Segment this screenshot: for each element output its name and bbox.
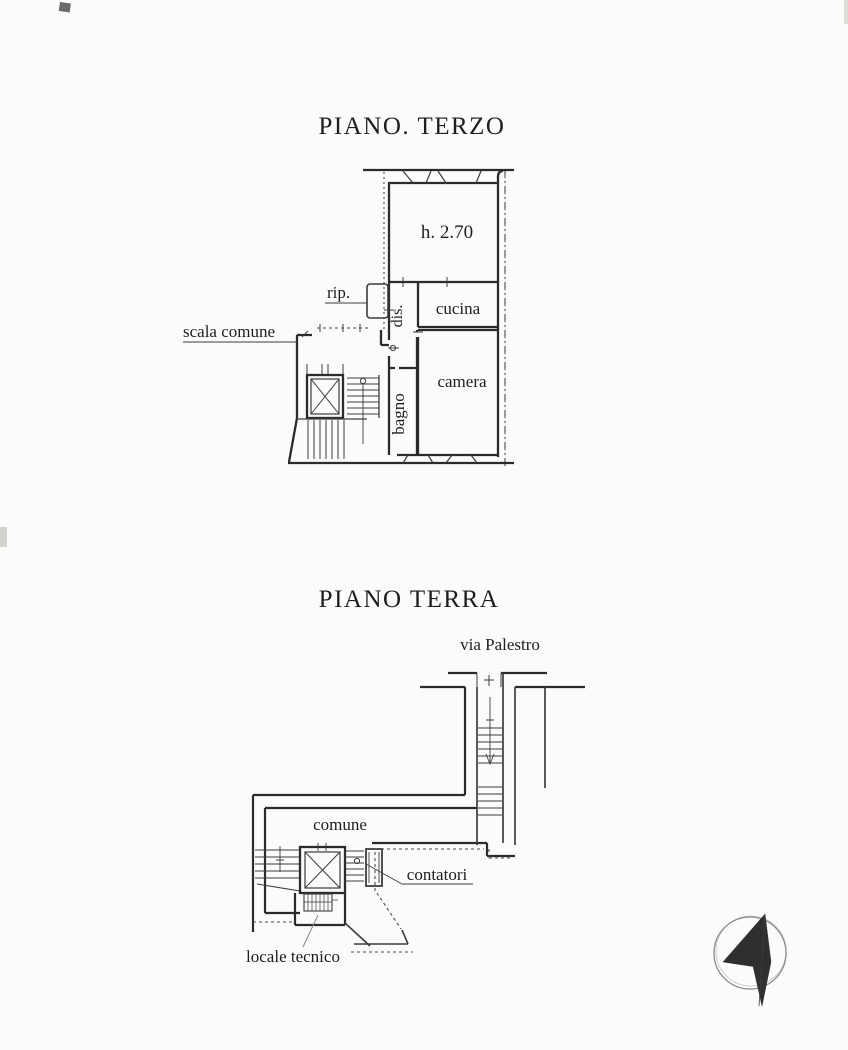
elevator-terzo bbox=[307, 364, 343, 418]
room-label-dis: dis. bbox=[389, 304, 406, 328]
elevator-terra bbox=[300, 843, 345, 893]
entrance-stairs bbox=[478, 697, 502, 815]
locale-tecnico-callout bbox=[246, 915, 340, 966]
stairs-right-terra bbox=[345, 851, 364, 881]
room-label-contatori: contatori bbox=[406, 865, 468, 884]
scala-comune-callout bbox=[183, 322, 297, 342]
room-label-bagno: bagno bbox=[389, 393, 408, 435]
room-label-rip: rip. bbox=[327, 283, 351, 302]
property-boundary-lines bbox=[317, 170, 505, 466]
room-label-cucina: cucina bbox=[435, 299, 481, 318]
third-floor-plan bbox=[183, 113, 514, 466]
title-piano-terzo: PIANO. TERZO bbox=[318, 113, 506, 140]
room-label-comune: comune bbox=[313, 815, 367, 834]
service-passage bbox=[345, 923, 408, 946]
terra-corridor-walls bbox=[477, 673, 545, 845]
north-arrow-compass bbox=[714, 914, 786, 1006]
room-label-scala-comune: scala comune bbox=[183, 322, 276, 341]
room-label-locale-tecnico: locale tecnico bbox=[246, 947, 340, 966]
street-label-via-palestro: via Palestro bbox=[460, 635, 540, 654]
stairs-left-terra bbox=[255, 846, 300, 891]
room-label-height: h. 2.70 bbox=[420, 222, 474, 243]
entrance-door-marks bbox=[477, 673, 501, 687]
ground-floor-plan bbox=[246, 586, 585, 966]
room-label-camera: camera bbox=[437, 372, 487, 391]
locale-tecnico-equipment bbox=[304, 894, 338, 911]
door-swing-mark bbox=[388, 345, 399, 350]
title-piano-terra: PIANO TERRA bbox=[318, 586, 500, 613]
meters-cabinet bbox=[366, 849, 382, 886]
